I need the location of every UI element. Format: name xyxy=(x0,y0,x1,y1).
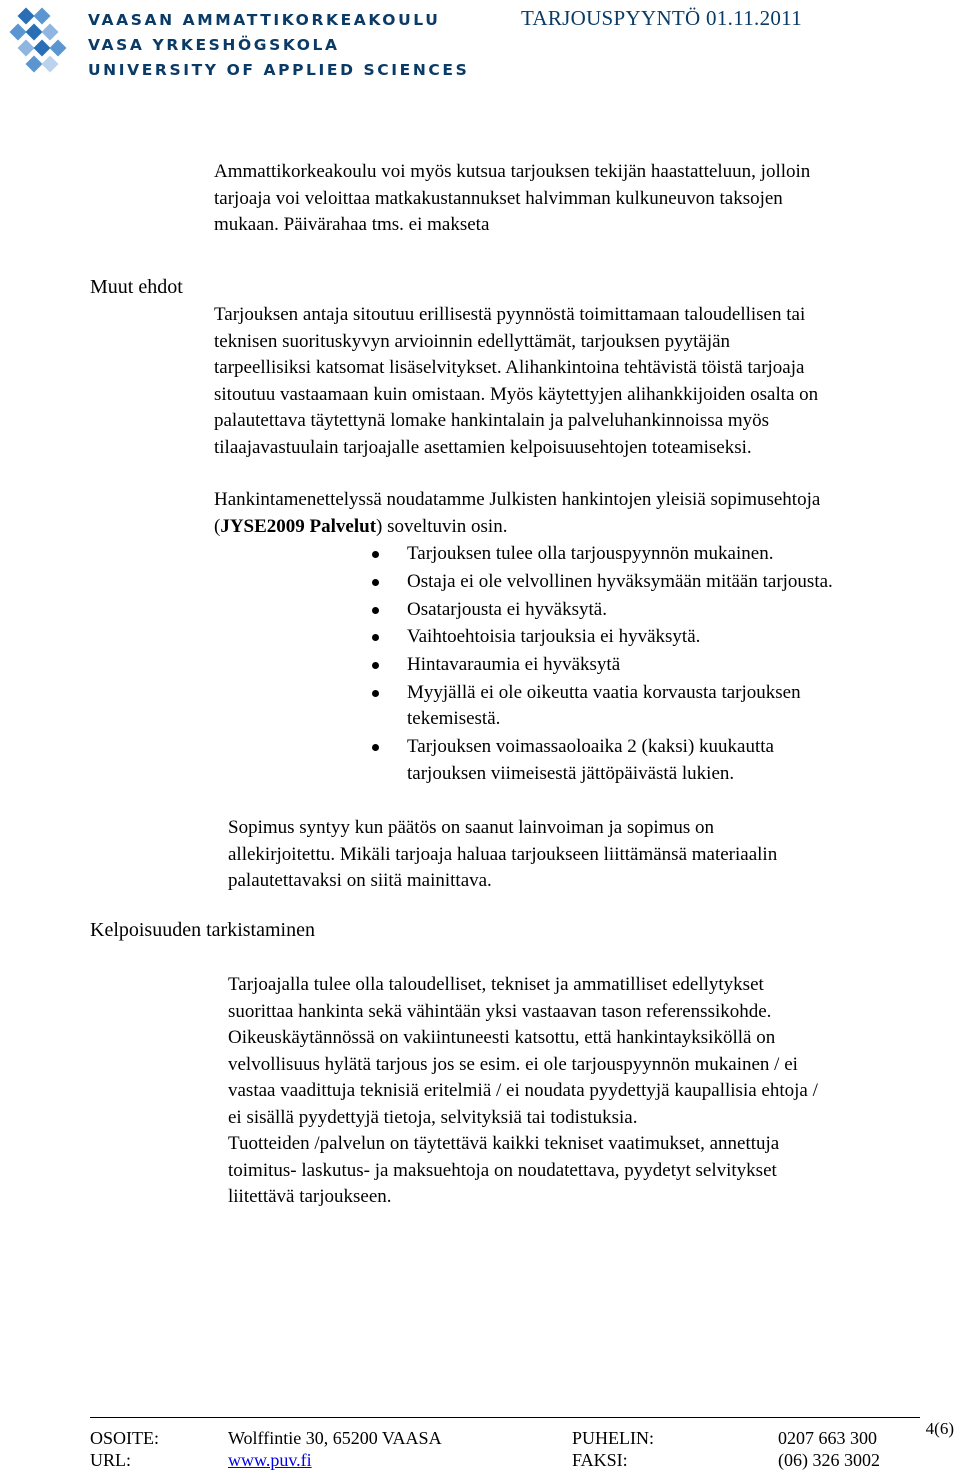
university-name xyxy=(88,8,469,83)
text-line: tarpeellisiksi katsomat lisäselvitykset. Alihankintoina tehtävistä töistä tarjoaja xyxy=(214,357,805,378)
text-line: palautettava täytettynä lomake hankintalain ja palveluhankinnoissa myös xyxy=(214,410,770,431)
section-label-muut-ehdot: Muut ehdot xyxy=(90,276,183,298)
university-logo-icon xyxy=(6,4,86,84)
bullet-icon xyxy=(372,579,379,586)
text-line: Sopimus syntyy kun päätös on saanut lainvoiman ja sopimus on xyxy=(228,817,715,838)
muut-ehdot-paragraph xyxy=(214,302,818,461)
text-line: Hankintamenettelyssä noudatamme Julkisten hankintojen yleisiä sopimusehtoja xyxy=(214,489,821,510)
text-line: allekirjoitettu. Mikäli tarjoaja haluaa tarjoukseen liittämänsä materiaalin xyxy=(228,843,778,865)
section-label-kelpoisuus: Kelpoisuuden tarkistaminen xyxy=(90,919,315,941)
bullet-icon xyxy=(372,634,379,641)
university-name-fi: VAASAN AMMATTIKORKEAKOULU xyxy=(88,11,441,29)
website-link[interactable]: www.puv.fi xyxy=(228,1450,312,1470)
list-item: Vaihtoehtoisia tarjouksia ei hyväksytä. xyxy=(372,624,833,651)
bullet-icon xyxy=(372,662,379,669)
footer-fax-label: FAKSI: xyxy=(572,1450,628,1470)
bullet-icon xyxy=(372,744,379,751)
text-line: ei sisällä pyydettyjä tietoja, selvityksiä tai todistuksia. xyxy=(228,1106,638,1128)
footer-url-label: URL: xyxy=(90,1450,132,1470)
text-line: mukaan. Päivärahaa tms. ei makseta xyxy=(214,214,490,235)
text-line: tarjoaja voi veloittaa matkakustannukset halvimman kulkuneuvon taksojen xyxy=(214,187,783,209)
footer-phone-label: PUHELIN: xyxy=(572,1428,654,1448)
text-line: velvollisuus hylätä tarjous jos se esim. ei ole tarjouspyynnön mukainen / ei xyxy=(228,1053,798,1075)
text-line: Tarjoajalla tulee olla taloudelliset, tekniset ja ammatilliset edellytykset xyxy=(228,974,764,995)
bullet-icon xyxy=(372,607,379,614)
text-line: tilaajavastuulain tarjoajalle asettamien kelpoisuusehtojen toteamiseksi. xyxy=(214,436,752,458)
text-line: (JYSE2009 Palvelut) soveltuvin osin. xyxy=(214,515,508,537)
text-line: vastaa vaadittuja teknisiä eritelmiä / ei noudata pyydettyjä kaupallisia ehtoja / xyxy=(228,1080,818,1101)
list-item: Tarjouksen voimassaoloaika 2 (kaksi) kuukautta tarjouksen viimeisestä jättöpäivästä lukien. xyxy=(372,734,833,787)
intro-paragraph xyxy=(214,159,810,239)
text-line: teknisen suorituskyvyn arvioinnin edellyttämät, tarjouksen pyytäjän xyxy=(214,330,731,352)
footer-address-label: OSOITE: xyxy=(90,1428,159,1448)
contract-terms-name: JYSE2009 Palvelut xyxy=(220,515,377,537)
text-line: Tarjouksen antaja sitoutuu erillisestä pyynnöstä toimittamaan taloudellisen tai xyxy=(214,304,806,325)
contract-terms-paragraph xyxy=(214,487,820,540)
text-line: Oikeuskäytännössä on vakiintuneesti katsottu, että hankintayksiköllä on xyxy=(228,1027,776,1048)
university-name-en: UNIVERSITY OF APPLIED SCIENCES xyxy=(88,61,470,79)
kelpoisuus-paragraph xyxy=(228,972,818,1211)
footer-divider xyxy=(90,1417,920,1418)
page-number: 4(6) xyxy=(925,1419,954,1438)
agreement-paragraph xyxy=(228,815,777,895)
list-item: Tarjouksen tulee olla tarjouspyynnön mukainen. xyxy=(372,541,833,568)
footer-fax: (06) 326 3002 xyxy=(778,1450,880,1470)
text-line: suorittaa hankinta sekä vähintään yksi vastaavan tason referenssikohde. xyxy=(228,1000,772,1022)
text-line: palautettavaksi on siitä mainittava. xyxy=(228,870,492,891)
footer-address: Wolffintie 30, 65200 VAASA xyxy=(228,1428,442,1448)
list-item: Myyjällä ei ole oikeutta vaatia korvausta tarjouksen tekemisestä. xyxy=(372,680,833,733)
footer-url-link[interactable] xyxy=(228,1450,312,1471)
bullet-icon xyxy=(372,690,379,697)
document-title: TARJOUSPYYNTÖ 01.11.2011 xyxy=(520,6,802,30)
text-line: Ammattikorkeakoulu voi myös kutsua tarjouksen tekijän haastatteluun, jolloin xyxy=(214,161,811,182)
text-line: Tuotteiden /palvelun on täytettävä kaikki tekniset vaatimukset, annettuja xyxy=(228,1133,780,1154)
text-line: toimitus- laskutus- ja maksuehtoja on noudatettava, pyydetyt selvitykset xyxy=(228,1159,777,1181)
terms-bullet-list xyxy=(372,541,833,789)
text-line: sitoutuu vastaamaan kuin omistaan. Myös käytettyjen alihankkijoiden osalta on xyxy=(214,383,819,405)
footer-phone: 0207 663 300 xyxy=(778,1428,877,1448)
university-name-sv: VASA YRKESHÖGSKOLA xyxy=(88,36,340,54)
list-item: Osatarjousta ei hyväksytä. xyxy=(372,597,833,624)
list-item: Hintavaraumia ei hyväksytä xyxy=(372,652,833,679)
list-item: Ostaja ei ole velvollinen hyväksymään mitään tarjousta. xyxy=(372,569,833,596)
text-line: liitettävä tarjoukseen. xyxy=(228,1186,392,1207)
bullet-icon xyxy=(372,551,379,558)
